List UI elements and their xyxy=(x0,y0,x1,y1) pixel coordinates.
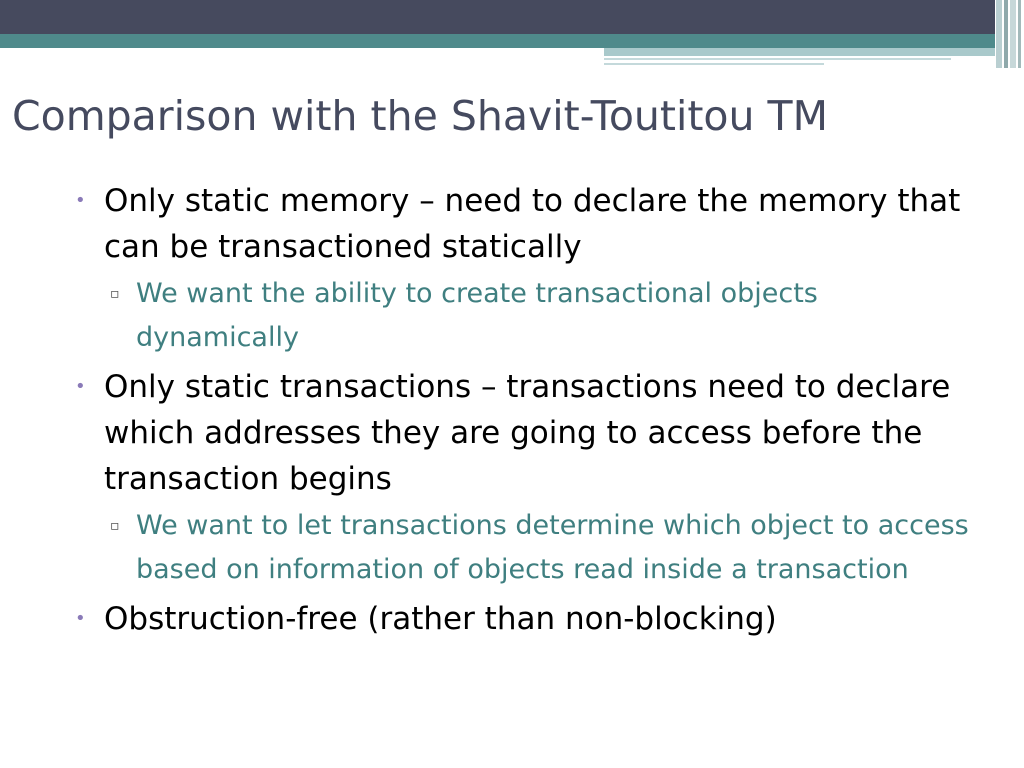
sub-bullet-item xyxy=(104,504,975,592)
corner-accent-bar xyxy=(1004,0,1008,68)
bullet-text: Only static memory – need to declare the memory that can be transactioned statically xyxy=(104,183,961,265)
bullet-item xyxy=(75,596,975,642)
square-bullet-icon: ▫ xyxy=(110,518,120,534)
bullet-text: Obstruction-free (rather than non-blocking) xyxy=(104,601,777,637)
corner-accent-bar xyxy=(1010,0,1016,68)
corner-accent-bar xyxy=(996,0,1002,68)
header-accent-line xyxy=(604,63,824,65)
bullet-dot-icon: • xyxy=(75,376,86,397)
sub-bullet-text: We want the ability to create transactional objects dynamically xyxy=(136,278,818,353)
header-band-dark xyxy=(0,0,995,34)
sub-bullet-text: We want to let transactions determine which object to access based on information of objects read inside a transaction xyxy=(136,510,969,585)
bullet-item xyxy=(75,178,975,360)
header-accent-line xyxy=(604,58,951,60)
header-band-teal xyxy=(0,34,995,48)
header-accent-stripe xyxy=(604,48,995,56)
bullet-list xyxy=(75,178,975,644)
sub-bullet-list xyxy=(104,504,975,592)
sub-bullet-item xyxy=(104,272,975,360)
bullet-item xyxy=(75,364,975,592)
corner-accent-bar xyxy=(1018,0,1021,68)
bullet-dot-icon: • xyxy=(75,608,86,629)
slide-title: Comparison with the Shavit-Toutitou TM xyxy=(12,92,828,140)
square-bullet-icon: ▫ xyxy=(110,286,120,302)
sub-bullet-list xyxy=(104,272,975,360)
bullet-text: Only static transactions – transactions need to declare which addresses they are going to access before the transaction begins xyxy=(104,369,951,497)
bullet-dot-icon: • xyxy=(75,190,86,211)
